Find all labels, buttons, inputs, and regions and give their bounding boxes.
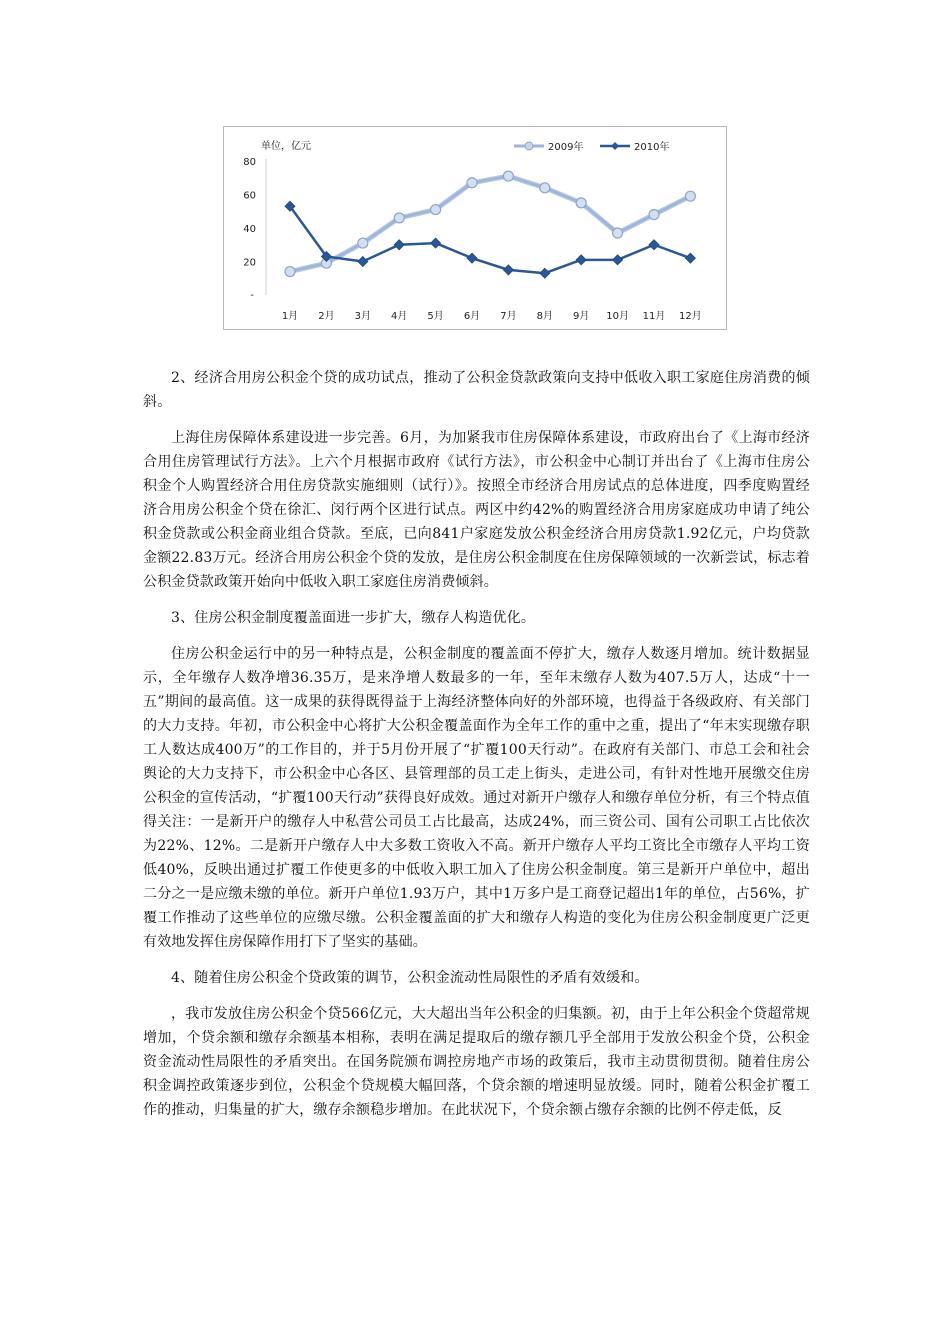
y-tick-label: 60 bbox=[243, 190, 256, 202]
legend-marker-0 bbox=[525, 142, 533, 150]
data-point-2009 bbox=[358, 238, 368, 248]
y-tick-label: 20 bbox=[243, 257, 256, 269]
data-point-2009 bbox=[613, 228, 623, 238]
data-point-2009 bbox=[467, 178, 477, 188]
data-point-2009 bbox=[540, 183, 550, 193]
data-point-2010 bbox=[613, 255, 623, 265]
chart-svg bbox=[224, 127, 728, 331]
data-point-2010 bbox=[685, 253, 695, 263]
data-point-2009 bbox=[503, 171, 513, 181]
paragraph: ，我市发放住房公积金个贷566亿元，大大超出当年公积金的归集额。初，由于上年公积金个贷超常规增加，个贷余额和缴存余额基本相称，表明在满足提取后的缴存额几乎全部用于发放公积金个贷，公积金资金流动性局限性的矛盾突出。在国务院颁布调控房地产市场的政策后，我市主动贯彻贯彻。随着住房公积金调控政策逐步到位，公积金个贷规模大幅回落，个贷余额的增速明显放缓。同时，随着公积金扩覆工作的推动，归集量的扩大，缴存余额稳步增加。在此状况下，个贷余额占缴存余额的比例不停走低，反 bbox=[143, 1006, 810, 1118]
data-point-2010 bbox=[431, 238, 441, 248]
data-point-2009 bbox=[576, 198, 586, 208]
x-tick-label: 8月 bbox=[536, 311, 553, 322]
x-tick-label: 11月 bbox=[642, 311, 666, 322]
data-point-2010 bbox=[540, 268, 550, 278]
data-point-2010 bbox=[649, 240, 659, 250]
y-tick-label: 40 bbox=[243, 224, 256, 235]
paragraph: 住房公积金运行中的另一种特点是，公积金制度的覆盖面不停扩大，缴存人数逐月增加。统计数据显示，全年缴存人数净增36.35万，是来净增人数最多的一年，至年末缴存人数为407.5万人，达成“十一五”期间的最高值。这一成果的获得既得益于上海经济整体向好的外部环境，也得益于各级政府、有关部门的大力支持。年初，市公积金中心将扩大公积金覆盖面作为全年工作的重中之重，提出了“年末实现缴存职工人数达成400万”的工作目的，并于5月份开展了“扩覆100天行动”。在政府有关部门、市总工会和社会舆论的大力支持下，市公积金中心各区、县管理部的员工走上街头，走进公司，有针对性地开展缴交住房公积金的宣传活动，“扩覆100天行动”获得良好成效。通过对新开户缴存人和缴存单位分析，有三个特点值得关注：一是新开户的缴存人中私营公司员工占比最高，达成24%，而三资公司、国有公司职工占比依次为22%、12%。二是新开户缴存人中大多数工资收入不高。新开户缴存人平均工资比全市缴存人平均工资低40%，反映出通过扩覆工作使更多的中低收入职工加入了住房公积金制度。第三是新开户单位中，超出二分之一是应缴未缴的单位。新开户单位1.93万户，其中1万多户是工商登记超出1年的单位，占56%，扩覆工作推动了这些单位的应缴尽缴。公积金覆盖面的扩大和缴存人构造的变化为住房公积金制度更广泛更有效地发挥住房保障作用打下了坚实的基础。 bbox=[143, 646, 810, 950]
data-point-2009 bbox=[285, 267, 295, 277]
data-point-2009 bbox=[685, 191, 695, 201]
x-tick-label: 9月 bbox=[573, 311, 590, 322]
data-point-2010 bbox=[503, 265, 513, 275]
x-tick-label: 12月 bbox=[679, 311, 702, 322]
x-tick-label: 5月 bbox=[427, 311, 444, 322]
series-line-1 bbox=[290, 206, 690, 273]
x-tick-label: 6月 bbox=[463, 311, 481, 322]
legend-label-0: 2009年 bbox=[548, 142, 584, 153]
y-tick-label: 80 bbox=[243, 157, 256, 168]
data-point-2010 bbox=[358, 257, 368, 267]
data-point-2010 bbox=[576, 255, 586, 265]
data-point-2009 bbox=[431, 205, 441, 215]
series-line-0-halo bbox=[290, 176, 690, 271]
x-tick-label: 1月 bbox=[281, 311, 299, 322]
section-heading-3: 3、住房公积金制度覆盖面进一步扩大，缴存人构造优化。 bbox=[171, 610, 536, 626]
paragraph: 上海住房保障体系建设进一步完善。6月，为加紧我市住房保障体系建设，市政府出台了《上海市经济合用住房管理试行方法》。上六个月根据市政府《试行方法》，市公积金中心制订并出台了《上海市住房公积金个人购置经济合用住房贷款实施细则（试行）》。按照全市经济合用房试点的总体进度，四季度购置经济合用房公积金个贷在徐汇、闵行两个区进行试点。两区中约42%的购置经济合用房家庭成功申请了纯公积金贷款或公积金商业组合贷款。至底，已向841户家庭发放公积金经济合用房贷款1.92亿元，户均贷款金额22.83万元。经济合用房公积金个贷的发放，是住房公积金制度在住房保障领域的一次新尝试，标志着公积金贷款政策开始向中低收入职工家庭住房消费倾斜。 bbox=[143, 430, 810, 590]
x-tick-label: 4月 bbox=[391, 311, 408, 322]
data-point-2009 bbox=[649, 210, 659, 220]
x-tick-label: 2月 bbox=[318, 311, 335, 322]
section-heading-4: 4、随着住房公积金个贷政策的调节，公积金流动性局限性的矛盾有效缓和。 bbox=[171, 970, 649, 986]
x-tick-label: 10月 bbox=[606, 311, 629, 322]
chart-unit-label: 单位，亿元 bbox=[261, 141, 311, 152]
y-tick-label-zero: - bbox=[250, 290, 254, 301]
x-tick-label: 7月 bbox=[500, 311, 517, 322]
x-tick-label: 3月 bbox=[354, 311, 371, 322]
article-body bbox=[143, 366, 810, 1122]
data-point-2009 bbox=[394, 213, 404, 223]
section-heading-2: 2、经济合用房公积金个贷的成功试点，推动了公积金贷款政策向支持中低收入职工家庭住房消费的倾斜。 bbox=[143, 370, 810, 410]
legend-label-1: 2010年 bbox=[634, 142, 670, 153]
data-point-2010 bbox=[467, 253, 477, 263]
data-point-2010 bbox=[394, 240, 404, 250]
legend-marker-1 bbox=[611, 142, 619, 150]
line-chart bbox=[223, 126, 727, 330]
